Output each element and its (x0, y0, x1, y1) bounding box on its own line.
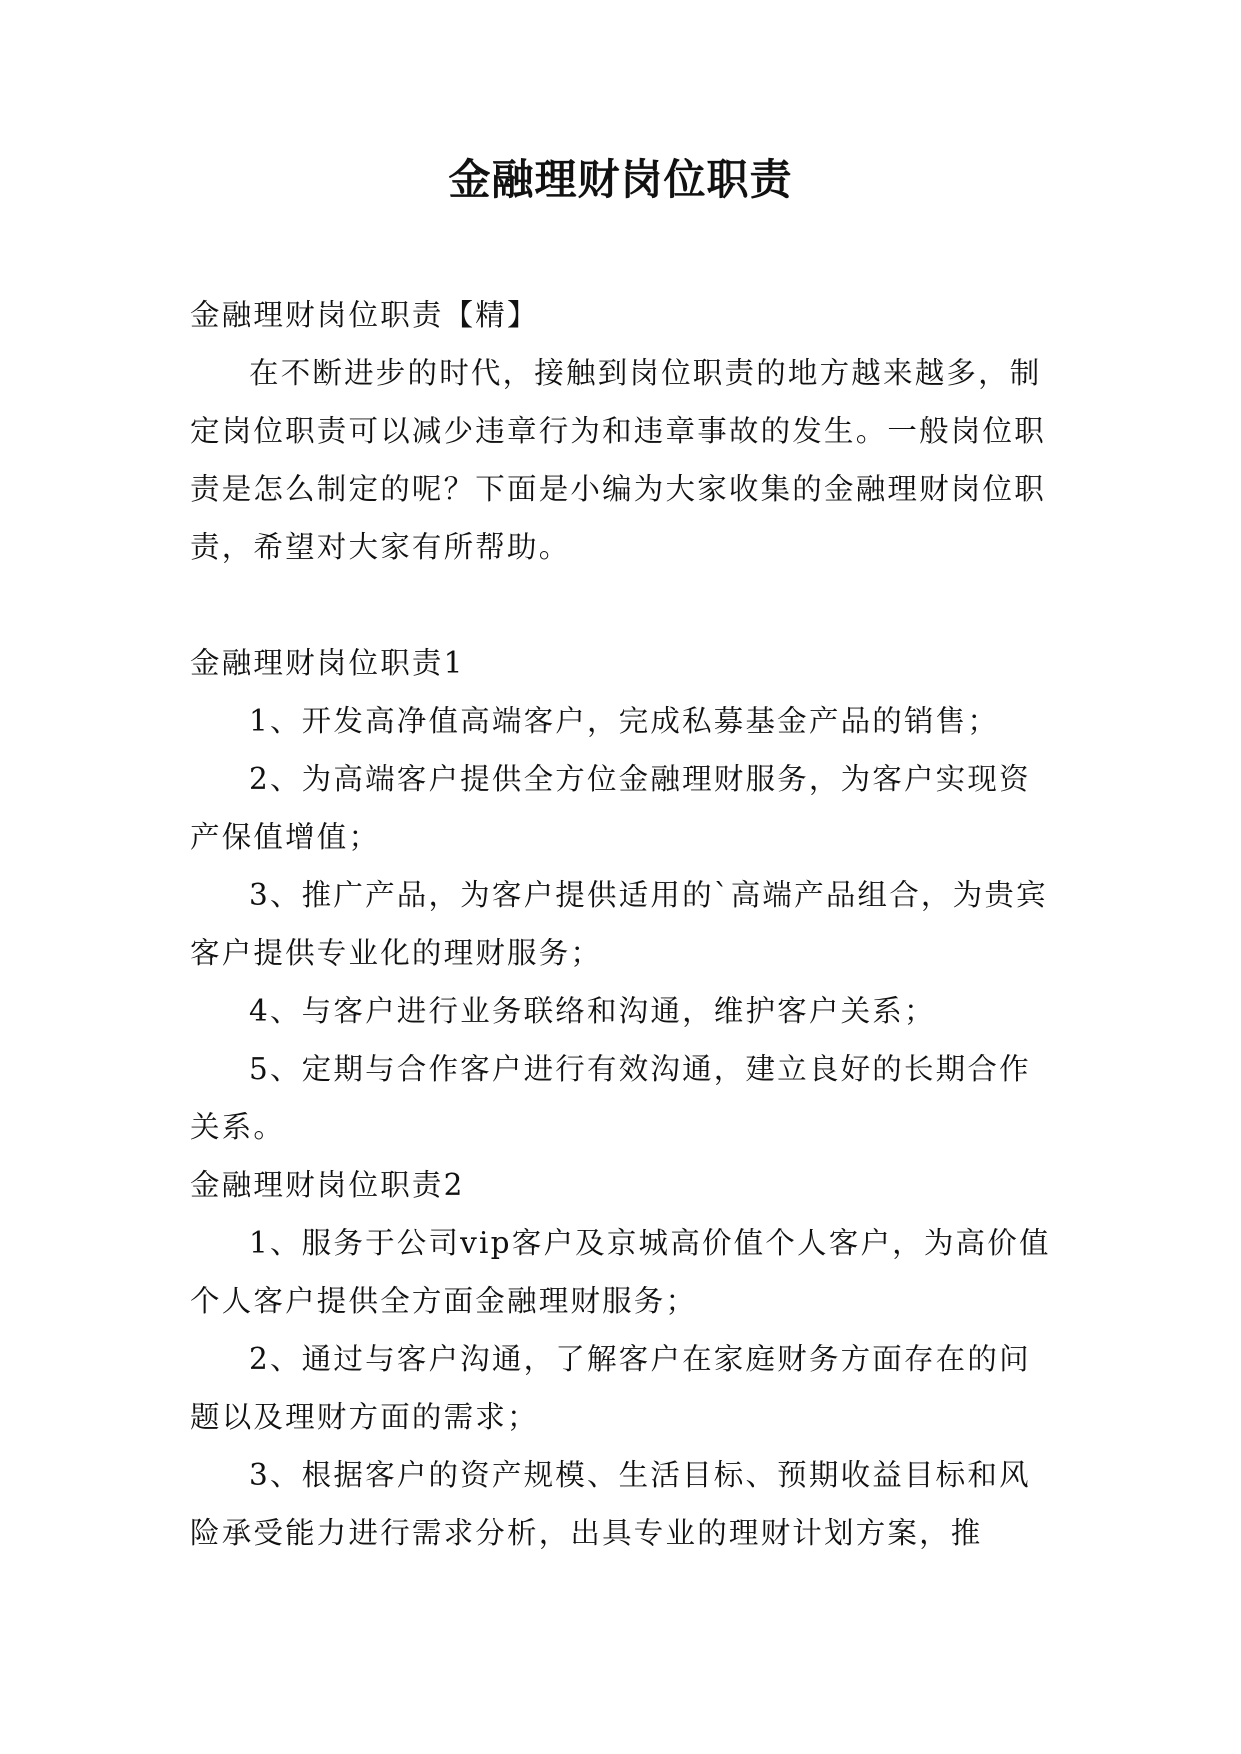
section-2-item-2: 2、通过与客户沟通，了解客户在家庭财务方面存在的问题以及理财方面的需求； (190, 1342, 1031, 1434)
section-heading-1: 金融理财岗位职责1 (190, 646, 465, 680)
paragraph-spacer (190, 576, 1052, 634)
document-body (190, 286, 1052, 1562)
section-1-item-4: 4、与客户进行业务联络和沟通，维护客户关系； (249, 994, 936, 1028)
intro-paragraph: 在不断进步的时代，接触到岗位职责的地方越来越多，制定岗位职责可以减少违章行为和违章事故的发生。一般岗位职责是怎么制定的呢？下面是小编为大家收集的金融理财岗位职责，希望对大家有所帮助。 (190, 356, 1046, 564)
section-1-item-5: 5、定期与合作客户进行有效沟通，建立良好的长期合作关系。 (190, 1052, 1031, 1144)
document-subtitle: 金融理财岗位职责【精】 (190, 298, 539, 332)
section-1-item-1: 1、开发高净值高端客户，完成私募基金产品的销售； (249, 704, 1000, 738)
section-2-item-3: 3、根据客户的资产规模、生活目标、预期收益目标和风险承受能力进行需求分析，出具专业的理财计划方案，推 (190, 1458, 1031, 1550)
section-heading-2: 金融理财岗位职责2 (190, 1168, 465, 1202)
document-title: 金融理财岗位职责 (448, 155, 793, 204)
section-2-item-1: 1、服务于公司vip客户及京城高价值个人客户，为高价值个人客户提供全方面金融理财服务； (190, 1226, 1051, 1318)
section-1-item-2: 2、为高端客户提供全方位金融理财服务，为客户实现资产保值增值； (190, 762, 1031, 854)
section-1-item-3: 3、推广产品，为客户提供适用的`高端产品组合，为贵宾客户提供专业化的理财服务； (190, 878, 1048, 970)
